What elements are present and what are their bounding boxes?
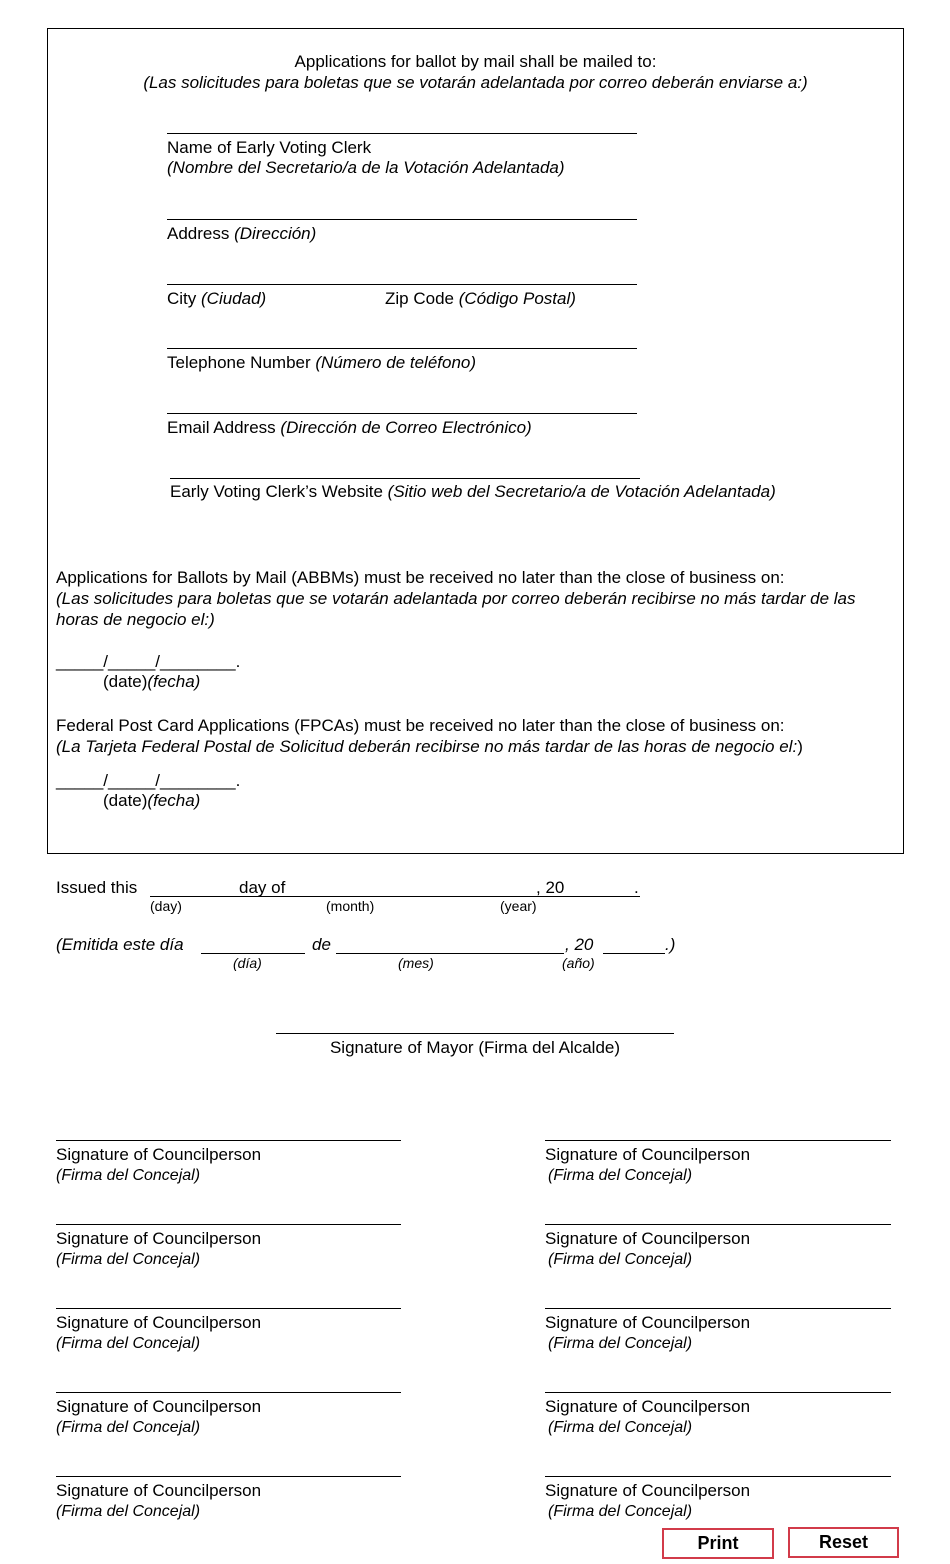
abbm-deadline-text-es: (Las solicitudes para boletas que se votarán adelantada por correo deberán recibirse no más tardar de las horas de negocio el:) [56,589,856,629]
issued-prefix-es: (Emitida este día [56,935,184,954]
council-signature-line[interactable] [545,1224,891,1225]
issued-prefix: Issued this [56,878,138,897]
mailing-heading-es: (Las solicitudes para boletas que se votarán adelantada por correo deberán enviarse a:) [143,73,808,92]
email-label: Email Address (Dirección de Correo Electrónico) [167,418,532,437]
council-signature-label: Signature of Councilperson [545,1397,751,1416]
issued-date-line[interactable] [150,896,640,897]
abbm-date-label: (date)(fecha) [103,672,201,691]
issued-day-label: (day) [150,898,182,914]
city-zip-line[interactable] [167,284,637,285]
council-signature-label-es: (Firma del Concejal) [56,1419,201,1436]
council-signature-line[interactable] [56,1476,401,1477]
council-signature-line[interactable] [545,1392,891,1393]
council-signature-line[interactable] [56,1224,401,1225]
issued-day-line-es[interactable] [201,953,305,954]
council-signature-line[interactable] [545,1308,891,1309]
issued-month-label: (month) [326,898,375,914]
city-label: City (Ciudad) [167,289,267,308]
email-line[interactable] [167,413,637,414]
fpca-deadline-text: Federal Post Card Applications (FPCAs) must be received no later than the close of business on: [56,716,785,735]
council-signature-label: Signature of Councilperson [56,1145,262,1164]
fpca-date-label: (date)(fecha) [103,791,201,810]
clerk-name-label-es: (Nombre del Secretario/a de la Votación Adelantada) [167,158,565,177]
clerk-name-label: Name of Early Voting Clerk [167,138,372,157]
council-signature-label-es: (Firma del Concejal) [548,1251,693,1268]
phone-label: Telephone Number (Número de teléfono) [167,353,477,372]
issued-de-es: de [312,935,331,954]
issued-month-line-es[interactable] [336,953,564,954]
phone-line[interactable] [167,348,637,349]
fpca-deadline-text-es: (La Tarjeta Federal Postal de Solicitud deberán recibirse no más tardar de las horas de negocio el:) [56,737,803,756]
address-label: Address (Dirección) [167,224,317,243]
mailing-heading: Applications for ballot by mail shall be mailed to: [294,52,657,71]
issued-comma-20-es: , 20 [565,935,594,954]
council-signature-label-es: (Firma del Concejal) [56,1251,201,1268]
issued-end-es: .) [665,935,676,954]
issued-year-label-es: (año) [562,955,595,971]
council-signature-label-es: (Firma del Concejal) [56,1503,201,1520]
clerk-name-line[interactable] [167,133,637,134]
issued-year-label: (year) [500,898,537,914]
issued-period: . [634,878,639,897]
council-signature-line[interactable] [545,1476,891,1477]
council-signature-label: Signature of Councilperson [56,1481,262,1500]
council-signature-label: Signature of Councilperson [545,1145,751,1164]
print-button[interactable]: Print [662,1528,774,1559]
address-line[interactable] [167,219,637,220]
council-signature-label-es: (Firma del Concejal) [56,1335,201,1352]
issued-month-label-es: (mes) [398,955,434,971]
council-signature-label-es: (Firma del Concejal) [548,1167,693,1184]
council-signature-line[interactable] [545,1140,891,1141]
abbm-date-field[interactable]: _____/_____/________. [56,652,241,671]
council-signature-line[interactable] [56,1392,401,1393]
mayor-signature-label: Signature of Mayor (Firma del Alcalde) [329,1038,621,1057]
council-signature-line[interactable] [56,1308,401,1309]
council-signature-label: Signature of Councilperson [545,1313,751,1332]
council-signature-label: Signature of Councilperson [56,1313,262,1332]
issued-year-line-es[interactable] [603,953,665,954]
reset-button[interactable]: Reset [788,1527,899,1558]
council-signature-label: Signature of Councilperson [56,1229,262,1248]
zip-label: Zip Code (Código Postal) [385,289,576,308]
council-signature-label-es: (Firma del Concejal) [548,1503,693,1520]
issued-day-of: day of [239,878,286,897]
mayor-signature-line[interactable] [276,1033,674,1034]
website-label: Early Voting Clerk’s Website (Sitio web del Secretario/a de Votación Adelantada) [170,482,776,501]
fpca-date-field[interactable]: _____/_____/________. [56,771,241,790]
council-signature-label: Signature of Councilperson [545,1229,751,1248]
council-signature-label-es: (Firma del Concejal) [548,1419,693,1436]
website-line[interactable] [170,478,640,479]
council-signature-line[interactable] [56,1140,401,1141]
council-signature-label-es: (Firma del Concejal) [548,1335,693,1352]
abbm-deadline-text: Applications for Ballots by Mail (ABBMs) must be received no later than the close of business on: [56,568,785,587]
issued-day-label-es: (día) [233,955,262,971]
council-signature-label: Signature of Councilperson [545,1481,751,1500]
council-signature-label: Signature of Councilperson [56,1397,262,1416]
issued-comma-20: , 20 [536,878,565,897]
council-signature-label-es: (Firma del Concejal) [56,1167,201,1184]
